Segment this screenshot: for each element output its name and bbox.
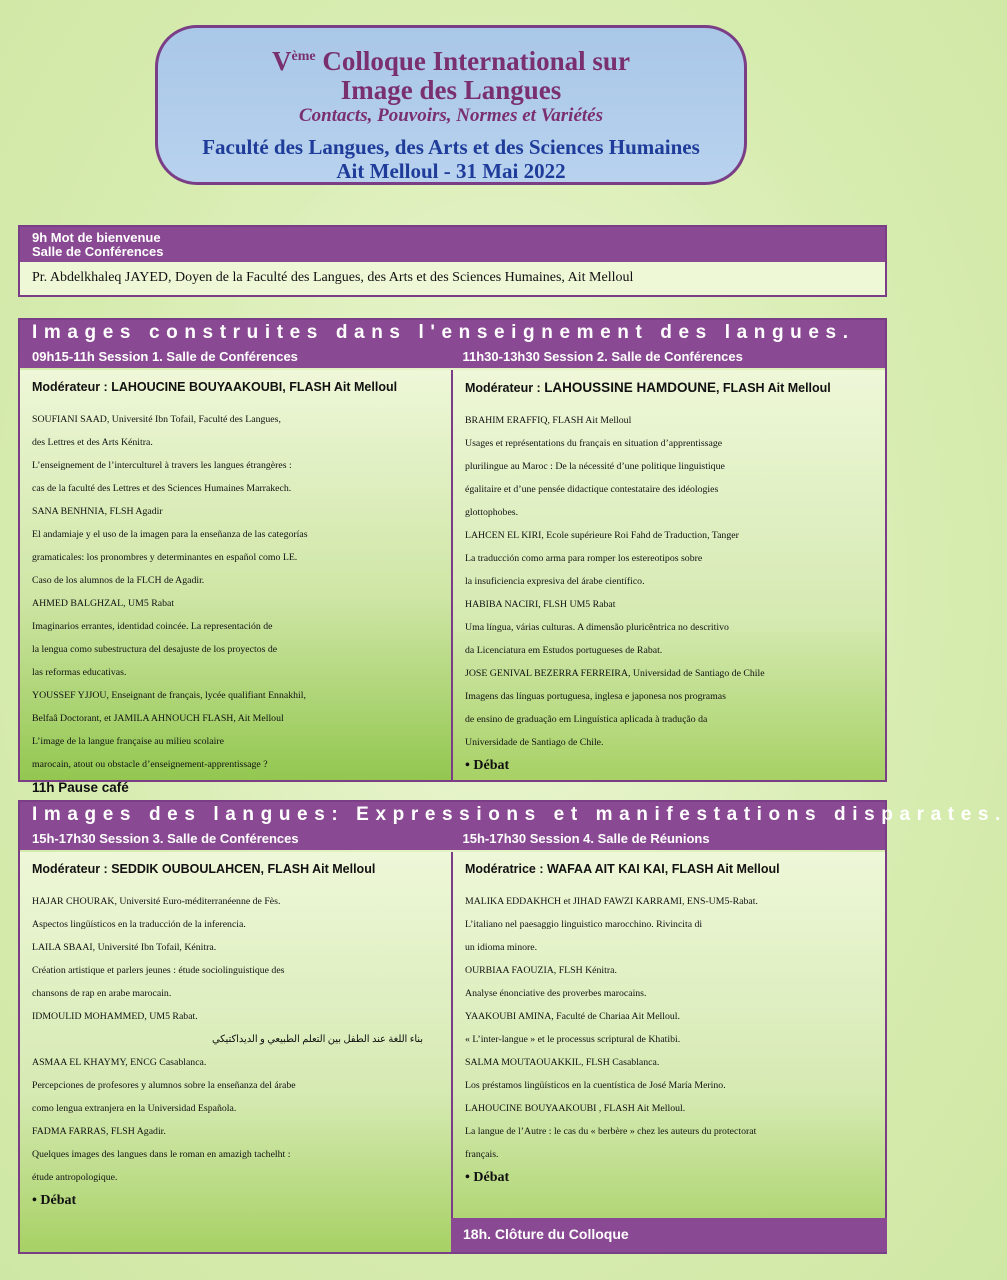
talk-line: IDMOULID MOHAMMED, UM5 Rabat.	[32, 1011, 198, 1022]
talk-line: L’image de la langue française au milieu scolaire	[32, 736, 224, 747]
talk-line: la insuficiencia expresiva del árabe científico.	[465, 576, 645, 587]
talk-line: Création artistique et parlers jeunes : étude sociolinguistique des	[32, 965, 285, 976]
coffee-break: 11h Pause café	[32, 780, 129, 795]
talk-line: Uma língua, várias culturas. A dimensão pluricêntrica no descritivo	[465, 622, 729, 633]
place-date: Ait Melloul - 31 Mai 2022	[336, 159, 566, 183]
talk-line: SANA BENHNIA, FLSH Agadir	[32, 506, 163, 517]
talk-line: ASMAA EL KHAYMY, ENCG Casablanca.	[32, 1057, 207, 1068]
session-4-moderator: Modératrice : WAFAA AIT KAI KAI, FLASH Ait Melloul	[465, 862, 780, 876]
talk-line: como lengua extranjera en la Universidad Española.	[32, 1103, 237, 1114]
talk-line: marocain, atout ou obstacle d’enseignement-apprentissage ?	[32, 759, 268, 770]
session-4-panel	[453, 852, 885, 1252]
faculty-line: Faculté des Langues, des Arts et des Sciences Humaines	[202, 135, 700, 159]
talk-line: chansons de rap en arabe marocain.	[32, 988, 172, 999]
talk-line: plurilingue au Maroc : De la nécessité d’une politique linguistique	[465, 461, 725, 472]
debate-label: • Débat	[465, 758, 510, 773]
talk-line: français.	[465, 1149, 499, 1160]
talk-line: L’enseignement de l’interculturel à travers les langues étrangères :	[32, 460, 292, 471]
colloquium-title	[158, 42, 744, 105]
session-1-moderator: Modérateur : LAHOUCINE BOUYAAKOUBI, FLASH Ait Melloul	[32, 380, 398, 394]
part1-sessions	[20, 346, 885, 368]
part2-block	[18, 800, 1007, 1254]
talk-line: JOSE GENIVAL BEZERRA FERREIRA, Universidad de Santiago de Chile	[465, 668, 765, 679]
talk-line: Percepciones de profesores y alumnos sobre la enseñanza del árabe	[32, 1080, 296, 1091]
session-2-talks	[465, 409, 885, 754]
session-1-label: 09h15-11h Session 1. Salle de Conférences	[32, 349, 298, 364]
title-prefix: V	[272, 46, 292, 76]
faculty-name	[158, 135, 744, 183]
debate-label: • Débat	[32, 1193, 77, 1208]
talk-line: Caso de los alumnos de la FLCH de Agadir.	[32, 575, 205, 586]
session-3-label: 15h-17h30 Session 3. Salle de Conférences	[32, 831, 299, 846]
talk-line: Imaginarios errantes, identidad coincée. La representación de	[32, 621, 273, 632]
session-3-panel	[20, 852, 453, 1252]
talk-line: OURBIAA FAOUZIA, FLSH Kénitra.	[465, 965, 617, 976]
talk-line: « L’inter-langue » et le processus scriptural de Khatibi.	[465, 1034, 681, 1045]
session-4-talks	[465, 890, 885, 1166]
talk-line: MALIKA EDDAKHCH et JIHAD FAWZI KARRAMI, ENS-UM5-Rabat.	[465, 896, 758, 907]
talk-line: HAJAR CHOURAK, Université Euro-méditerranéenne de Fès.	[32, 896, 281, 907]
welcome-block	[18, 225, 887, 297]
talk-line: Usages et représentations du français en situation d’apprentissage	[465, 438, 723, 449]
welcome-speaker: Pr. Abdelkhaleq JAYED, Doyen de la Faculté des Langues, des Arts et des Sciences Humaines, Ait Melloul	[32, 270, 634, 285]
session-2-label: 11h30-13h30 Session 2. Salle de Conférences	[462, 349, 743, 364]
session-3-talks	[32, 890, 451, 1189]
talk-line: la lengua como subestructura del desajuste de los proyectos de	[32, 644, 278, 655]
welcome-header	[20, 227, 885, 262]
session-2-panel	[453, 370, 885, 780]
talk-line: étude antropologique.	[32, 1172, 118, 1183]
talk-line: SOUFIANI SAAD, Université Ibn Tofail, Faculté des Langues,	[32, 414, 281, 425]
talk-line: HABIBA NACIRI, FLSH UM5 Rabat	[465, 599, 616, 610]
title-superscript: ème	[291, 49, 316, 64]
session-3-moderator: Modérateur : SEDDIK OUBOULAHCEN, FLASH Ait Melloul	[32, 862, 376, 876]
talk-line: Universidade de Santiago de Chile.	[465, 737, 604, 748]
session-1-panel	[20, 370, 453, 795]
talk-line: LAILA SBAAI, Université Ibn Tofail, Kénitra.	[32, 942, 217, 953]
talk-line: FADMA FARRAS, FLSH Agadir.	[32, 1126, 166, 1137]
part2-title: Images des langues: Expressions et manifestations disparates.	[32, 804, 1007, 825]
talk-line: BRAHIM ERAFFIQ, FLASH Ait Melloul	[465, 415, 632, 426]
talk-line: Aspectos lingüísticos en la traducción de la inferencia.	[32, 919, 246, 930]
talk-line: da Licenciatura em Estudos portugueses de Rabat.	[465, 645, 663, 656]
talk-line: un idioma minore.	[465, 942, 538, 953]
colloquium-subtitle: Contacts, Pouvoirs, Normes et Variétés	[298, 105, 603, 126]
title-line-2: Image des Langues	[340, 75, 562, 105]
session-4-label: 15h-17h30 Session 4. Salle de Réunions	[462, 831, 710, 846]
session-2-moderator: Modérateur : LAHOUSSINE HAMDOUNE, FLASH Ait Melloul	[465, 380, 831, 395]
part2-header	[20, 802, 1007, 850]
title-banner	[155, 25, 747, 185]
talk-line: SALMA MOUTAOUAKKIL, FLSH Casablanca.	[465, 1057, 660, 1068]
talk-line: Belfaâ Doctorant, et JAMILA AHNOUCH FLASH, Ait Melloul	[32, 713, 284, 724]
talk-line: cas de la faculté des Lettres et des Sciences Humaines Marrakech.	[32, 483, 292, 494]
talk-line: des Lettres et des Arts Kénitra.	[32, 437, 153, 448]
welcome-time: 9h Mot de bienvenue	[32, 230, 161, 245]
talk-line: LAHCEN EL KIRI, Ecole supérieure Roi Fahd de Traduction, Tanger	[465, 530, 739, 541]
talk-line: las reformas educativas.	[32, 667, 127, 678]
talk-line: Imagens das línguas portuguesa, inglesa e japonesa nos programas	[465, 691, 726, 702]
talk-line: YAAKOUBI AMINA, Faculté de Chariaa Ait Melloul.	[465, 1011, 680, 1022]
closing-banner: 18h. Clôture du Colloque	[451, 1218, 887, 1252]
talk-line: AHMED BALGHZAL, UM5 Rabat	[32, 598, 175, 609]
talk-line: La traducción como arma para romper los estereotipos sobre	[465, 553, 703, 564]
part2-sessions	[20, 828, 885, 850]
talk-line: Quelques images des langues dans le roman en amazigh tachelht :	[32, 1149, 291, 1160]
part1-title: Images construites dans l'enseignement des langues.	[32, 322, 855, 343]
talk-line: Analyse énonciative des proverbes marocains.	[465, 988, 647, 999]
session-1-talks	[32, 408, 451, 776]
talk-line: LAHOUCINE BOUYAAKOUBI , FLASH Ait Melloul.	[465, 1103, 686, 1114]
talk-line: gramaticales: los pronombres y determinantes en español como LE.	[32, 552, 298, 563]
talk-line: بناء اللغة عند الطفل بين التعلم الطبيعي و الديداكتيكي	[211, 1034, 423, 1045]
title-line-1: Colloque International sur	[322, 46, 630, 76]
talk-line: glottophobes.	[465, 507, 519, 518]
talk-line: El andamiaje y el uso de la imagen para la enseñanza de las categorías	[32, 529, 308, 540]
part1-header	[20, 320, 885, 368]
part1-block	[18, 318, 887, 795]
talk-line: YOUSSEF YJJOU, Enseignant de français, lycée qualifiant Ennakhil,	[32, 690, 306, 701]
talk-line: égalitaire et d’une pensée didactique contestataire des idéologies	[465, 484, 719, 495]
talk-line: La langue de l’Autre : le cas du « berbère » chez les auteurs du protectorat	[465, 1126, 757, 1137]
welcome-room: Salle de Conférences	[32, 244, 164, 259]
talk-line: de ensino de graduação em Linguística aplicada à tradução da	[465, 714, 708, 725]
talk-line: L’italiano nel paesaggio linguistico marocchino. Rivincita di	[465, 919, 703, 930]
debate-label: • Débat	[465, 1170, 510, 1185]
talk-line: Los préstamos lingüísticos en la cuentística de José María Merino.	[465, 1080, 726, 1091]
